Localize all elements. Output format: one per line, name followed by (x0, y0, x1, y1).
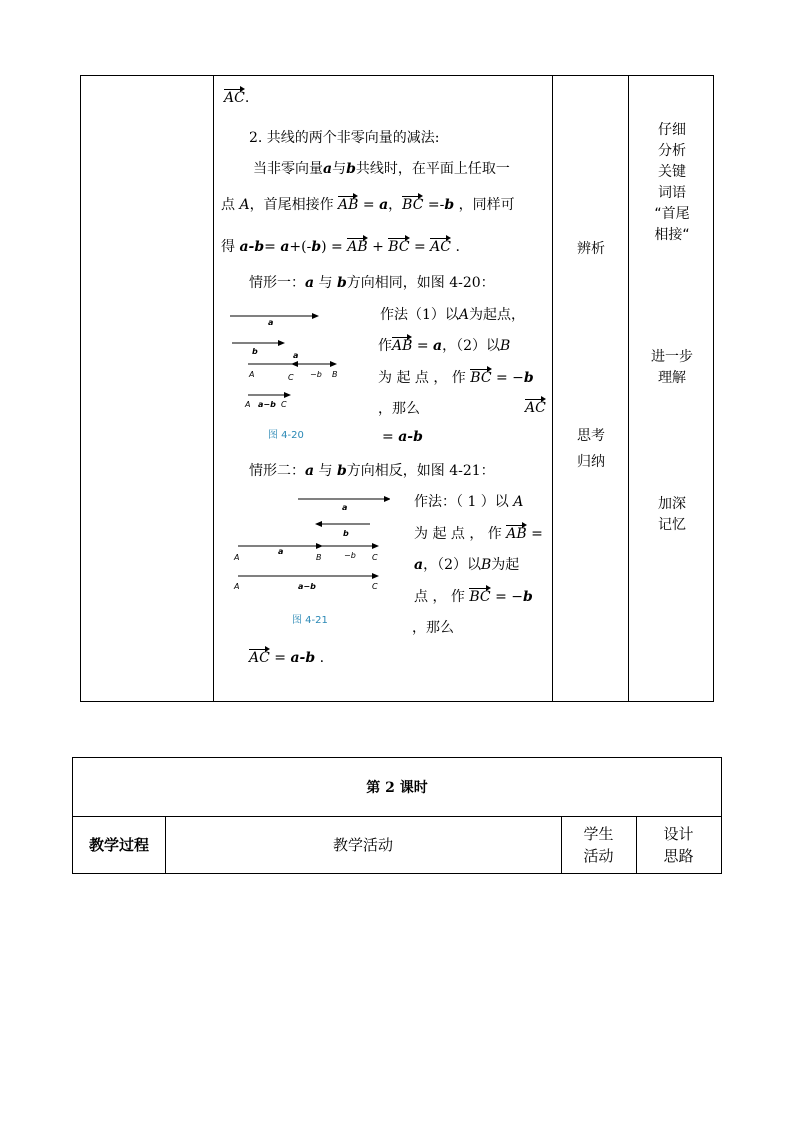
vector-BC: BC (470, 370, 492, 386)
vector-b: b (336, 275, 347, 291)
text: = (269, 650, 291, 666)
note-text: 分析 (658, 143, 686, 159)
expression: a-b (239, 239, 265, 255)
vector-b: b (336, 463, 347, 479)
note-text: 思考 (577, 428, 605, 444)
text: ，同样可 (454, 197, 515, 213)
text: =- (423, 197, 445, 213)
point-A: A (239, 197, 250, 213)
label-A: A (245, 400, 251, 409)
header-student-activity (561, 816, 636, 873)
text: 与 (332, 161, 347, 177)
text: 作法（1）以 (380, 307, 459, 323)
text: = (412, 338, 434, 354)
note-text: 加深 (658, 496, 686, 512)
note-text: 关键 (658, 164, 686, 180)
label-C: C (288, 373, 294, 382)
header-teaching-process: 教学过程 (88, 835, 149, 854)
label-C: C (372, 553, 378, 562)
design-note (630, 120, 714, 246)
label-b: b (252, 347, 258, 356)
vector-AC: AC (249, 650, 270, 666)
text: 为 起 点 ， 作 (378, 370, 471, 386)
note-text: “首尾 (654, 206, 690, 222)
vector-b: b (444, 197, 455, 213)
design-note (630, 347, 714, 389)
text: 作法：（ 1 ）以 (414, 494, 514, 510)
student-activity-note (556, 426, 626, 473)
point-A: A (513, 494, 524, 510)
figure-4-20 (226, 304, 356, 439)
text: 情形二： (249, 463, 305, 479)
vector-b: b (523, 370, 534, 386)
text: = (409, 239, 431, 255)
text: = − (490, 589, 523, 605)
vector-b: b (346, 161, 356, 177)
label-minus-b: −b (344, 551, 356, 560)
label-minus-b: −b (310, 370, 322, 379)
label-A: A (249, 370, 255, 379)
content-line (414, 491, 523, 511)
label-C: C (372, 582, 378, 591)
label-a: a (293, 351, 299, 360)
expression: a-b (398, 429, 423, 445)
note-text: 词语 (658, 185, 686, 201)
note-text: 仔细 (658, 122, 686, 138)
label-a: a (342, 503, 348, 512)
design-note (630, 494, 714, 536)
content-line (525, 398, 546, 416)
label-a-minus-b: a−b (298, 582, 316, 591)
point-B: B (481, 557, 492, 573)
content-line (224, 88, 249, 106)
text: 共线时，在平面上任取一 (355, 161, 510, 177)
content-line (414, 523, 543, 543)
student-activity-note (556, 239, 626, 260)
label-B: B (332, 370, 338, 379)
text: . (451, 239, 460, 255)
vector-BC: BC (402, 197, 424, 213)
text: = − (491, 370, 524, 386)
text: = (264, 239, 281, 255)
text: 与 (314, 275, 337, 291)
text: 作 (378, 338, 392, 354)
label-B: B (316, 553, 322, 562)
vector-AB: AB (347, 239, 368, 255)
header-design-idea (636, 816, 721, 873)
label-A: A (234, 582, 240, 591)
note-text: 相接“ (654, 227, 690, 243)
content-line (221, 194, 515, 214)
text: 方向相同，如图 4-20： (346, 275, 495, 291)
note-text: 理解 (658, 370, 686, 386)
content-line (378, 367, 534, 387)
vector-a: a (379, 197, 389, 213)
content-line: ，那么 (412, 620, 454, 636)
column-divider (552, 76, 553, 701)
note-text: 进一步 (651, 349, 693, 365)
text: ) = (321, 239, 348, 255)
text: 当非零向量 (253, 161, 323, 177)
label-a-minus-b: a−b (258, 400, 276, 409)
figure-caption: 图 4-21 (292, 615, 328, 626)
text: + (367, 239, 389, 255)
section-heading: 2. 共线的两个非零向量的减法: (249, 130, 440, 146)
text: +(- (289, 239, 312, 255)
content-line (253, 158, 510, 178)
column-divider (628, 76, 629, 701)
header-teaching-activity: 教学活动 (332, 835, 393, 854)
content-line: ，那么 (378, 401, 420, 417)
label-A: A (234, 553, 240, 562)
text: 情形一： (249, 275, 305, 291)
figure-caption: 图 4-20 (268, 430, 304, 441)
lesson-header-table (72, 757, 722, 874)
content-line (382, 429, 423, 445)
content-line (380, 304, 525, 324)
case-heading (249, 272, 495, 292)
content-line (221, 236, 460, 256)
vector-AC: AC (430, 239, 451, 255)
text: ，（2）以 (423, 557, 481, 573)
vector-a: a (323, 161, 333, 177)
vector-AB: AB (392, 338, 413, 354)
content-line (378, 335, 510, 355)
vector-AB: AB (338, 197, 359, 213)
vector-a: a (305, 275, 315, 291)
punct: . (244, 90, 250, 106)
figure-4-21 (230, 490, 390, 600)
column-divider (213, 76, 214, 701)
vector-a: a (433, 338, 443, 354)
label-C: C (281, 400, 287, 409)
vector-a: a (305, 463, 315, 479)
text: . (315, 650, 325, 666)
text: = (382, 429, 399, 445)
text: 为 起 点 ， 作 (414, 526, 507, 542)
content-line (414, 554, 519, 574)
point-B: B (500, 338, 511, 354)
text: ， (388, 197, 403, 213)
vector-AB: AB (506, 526, 527, 542)
text: ，（2）以 (442, 338, 501, 354)
text: 方向相反，如图 4-21： (346, 463, 495, 479)
note-text: 辨析 (577, 241, 605, 257)
vector-a: a (280, 239, 290, 255)
header-text: 设计 (663, 824, 694, 843)
text: 为起点， (469, 307, 526, 323)
vector-b: b (523, 589, 533, 605)
vector-a: a (414, 557, 424, 573)
vector-BC: BC (469, 589, 491, 605)
lesson-period-title: 第 2 课时 (73, 758, 721, 817)
label-a: a (278, 547, 284, 556)
vector-BC: BC (388, 239, 410, 255)
vector-AC: AC (525, 400, 546, 416)
expression: a-b (290, 650, 316, 666)
case-heading (249, 460, 495, 480)
header-text: 活动 (583, 846, 614, 865)
vector-AC: AC (224, 90, 245, 106)
text: 为起 (491, 557, 520, 573)
header-text: 学生 (583, 824, 614, 843)
label-a: a (268, 318, 274, 327)
label-b: b (343, 529, 349, 538)
content-line (249, 648, 324, 666)
text: 得 (221, 239, 240, 255)
note-text: 记忆 (658, 517, 686, 533)
text: 点 (221, 197, 240, 213)
vector-b: b (311, 239, 322, 255)
text: = (526, 526, 543, 542)
note-text: 归纳 (577, 454, 605, 470)
text: ，首尾相接作 (249, 197, 339, 213)
text: 与 (314, 463, 337, 479)
text: 点 ， 作 (414, 589, 470, 605)
content-line (414, 586, 533, 606)
header-text: 思路 (663, 846, 694, 865)
point-A: A (458, 307, 470, 323)
text: = (358, 197, 380, 213)
